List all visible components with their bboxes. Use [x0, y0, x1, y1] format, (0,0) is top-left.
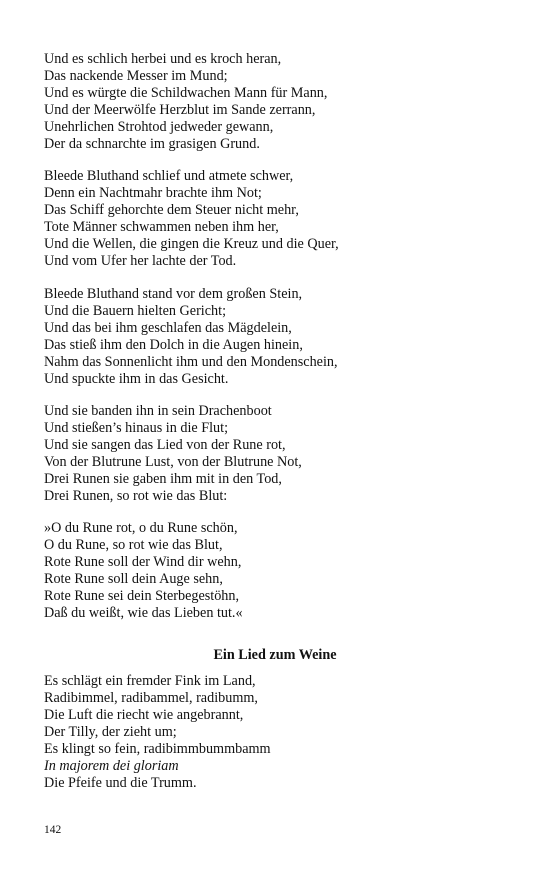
verse-line: Das Schiff gehorchte dem Steuer nicht mehr, — [44, 202, 299, 218]
verse-line: Und es schlich herbei und es kroch heran, — [44, 51, 282, 67]
verse-line: Bleede Bluthand schlief und atmete schwer, — [44, 168, 294, 184]
verse-line: Und der Meerwölfe Herzblut im Sande zerrann, — [44, 102, 316, 118]
verse-line: Und spuckte ihm in das Gesicht. — [44, 371, 229, 387]
verse-line: Und die Bauern hielten Gericht; — [44, 303, 227, 319]
verse-line: Das nackende Messer im Mund; — [44, 68, 228, 84]
verse-line: Drei Runen, so rot wie das Blut: — [44, 488, 228, 504]
verse-line: Tote Männer schwammen neben ihm her, — [44, 219, 279, 235]
verse-line: Rote Rune soll der Wind dir wehn, — [44, 554, 242, 570]
verse-line: Rote Rune sei dein Sterbegestöhn, — [44, 588, 240, 604]
verse-line: Das stieß ihm den Dolch in die Augen hinein, — [44, 337, 303, 353]
verse-line: Denn ein Nachtmahr brachte ihm Not; — [44, 185, 262, 201]
verse-line: Es schlägt ein fremder Fink im Land, — [44, 673, 256, 689]
second-poem-stanza — [44, 673, 514, 792]
verse-line: Daß du weißt, wie das Lieben tut.« — [44, 605, 243, 621]
stanza-3 — [44, 286, 514, 388]
verse-line: Und vom Ufer her lachte der Tod. — [44, 253, 237, 269]
stanza-5 — [44, 520, 514, 622]
verse-line: »O du Rune rot, o du Rune schön, — [44, 520, 238, 536]
verse-line: Bleede Bluthand stand vor dem großen Stein, — [44, 286, 303, 302]
page-number: 142 — [44, 824, 62, 836]
stanza-4 — [44, 403, 514, 505]
verse-line: Die Luft die riecht wie angebrannt, — [44, 707, 244, 723]
verse-line: O du Rune, so rot wie das Blut, — [44, 537, 223, 553]
verse-line: Und es würgte die Schildwachen Mann für Mann, — [44, 85, 328, 101]
verse-line: Radibimmel, radibammel, radibumm, — [44, 690, 258, 706]
verse-line: Und die Wellen, die gingen die Kreuz und die Quer, — [44, 236, 339, 252]
verse-line: Und stießen’s hinaus in die Flut; — [44, 420, 229, 436]
verse-line: Drei Runen sie gaben ihm mit in den Tod, — [44, 471, 282, 487]
verse-line-latin: In majorem dei gloriam — [44, 758, 179, 774]
stanza-2 — [44, 168, 514, 270]
verse-line: Der Tilly, der zieht um; — [44, 724, 177, 740]
verse-line: Der da schnarchte im grasigen Grund. — [44, 136, 260, 152]
verse-line: Unehrlichen Strohtod jedweder gewann, — [44, 119, 274, 135]
verse-line: Und sie banden ihn in sein Drachenboot — [44, 403, 272, 419]
verse-line: Und das bei ihm geschlafen das Mägdelein, — [44, 320, 292, 336]
verse-line: Rote Rune soll dein Auge sehn, — [44, 571, 223, 587]
verse-line: Von der Blutrune Lust, von der Blutrune Not, — [44, 454, 302, 470]
poem-title: Ein Lied zum Weine — [213, 647, 337, 663]
verse-line: Es klingt so fein, radibimmbummbamm — [44, 741, 271, 757]
verse-line: Die Pfeife und die Trumm. — [44, 775, 197, 791]
verse-line: Nahm das Sonnenlicht ihm und den Mondenschein, — [44, 354, 338, 370]
stanza-1 — [44, 51, 514, 153]
verse-line: Und sie sangen das Lied von der Rune rot, — [44, 437, 286, 453]
